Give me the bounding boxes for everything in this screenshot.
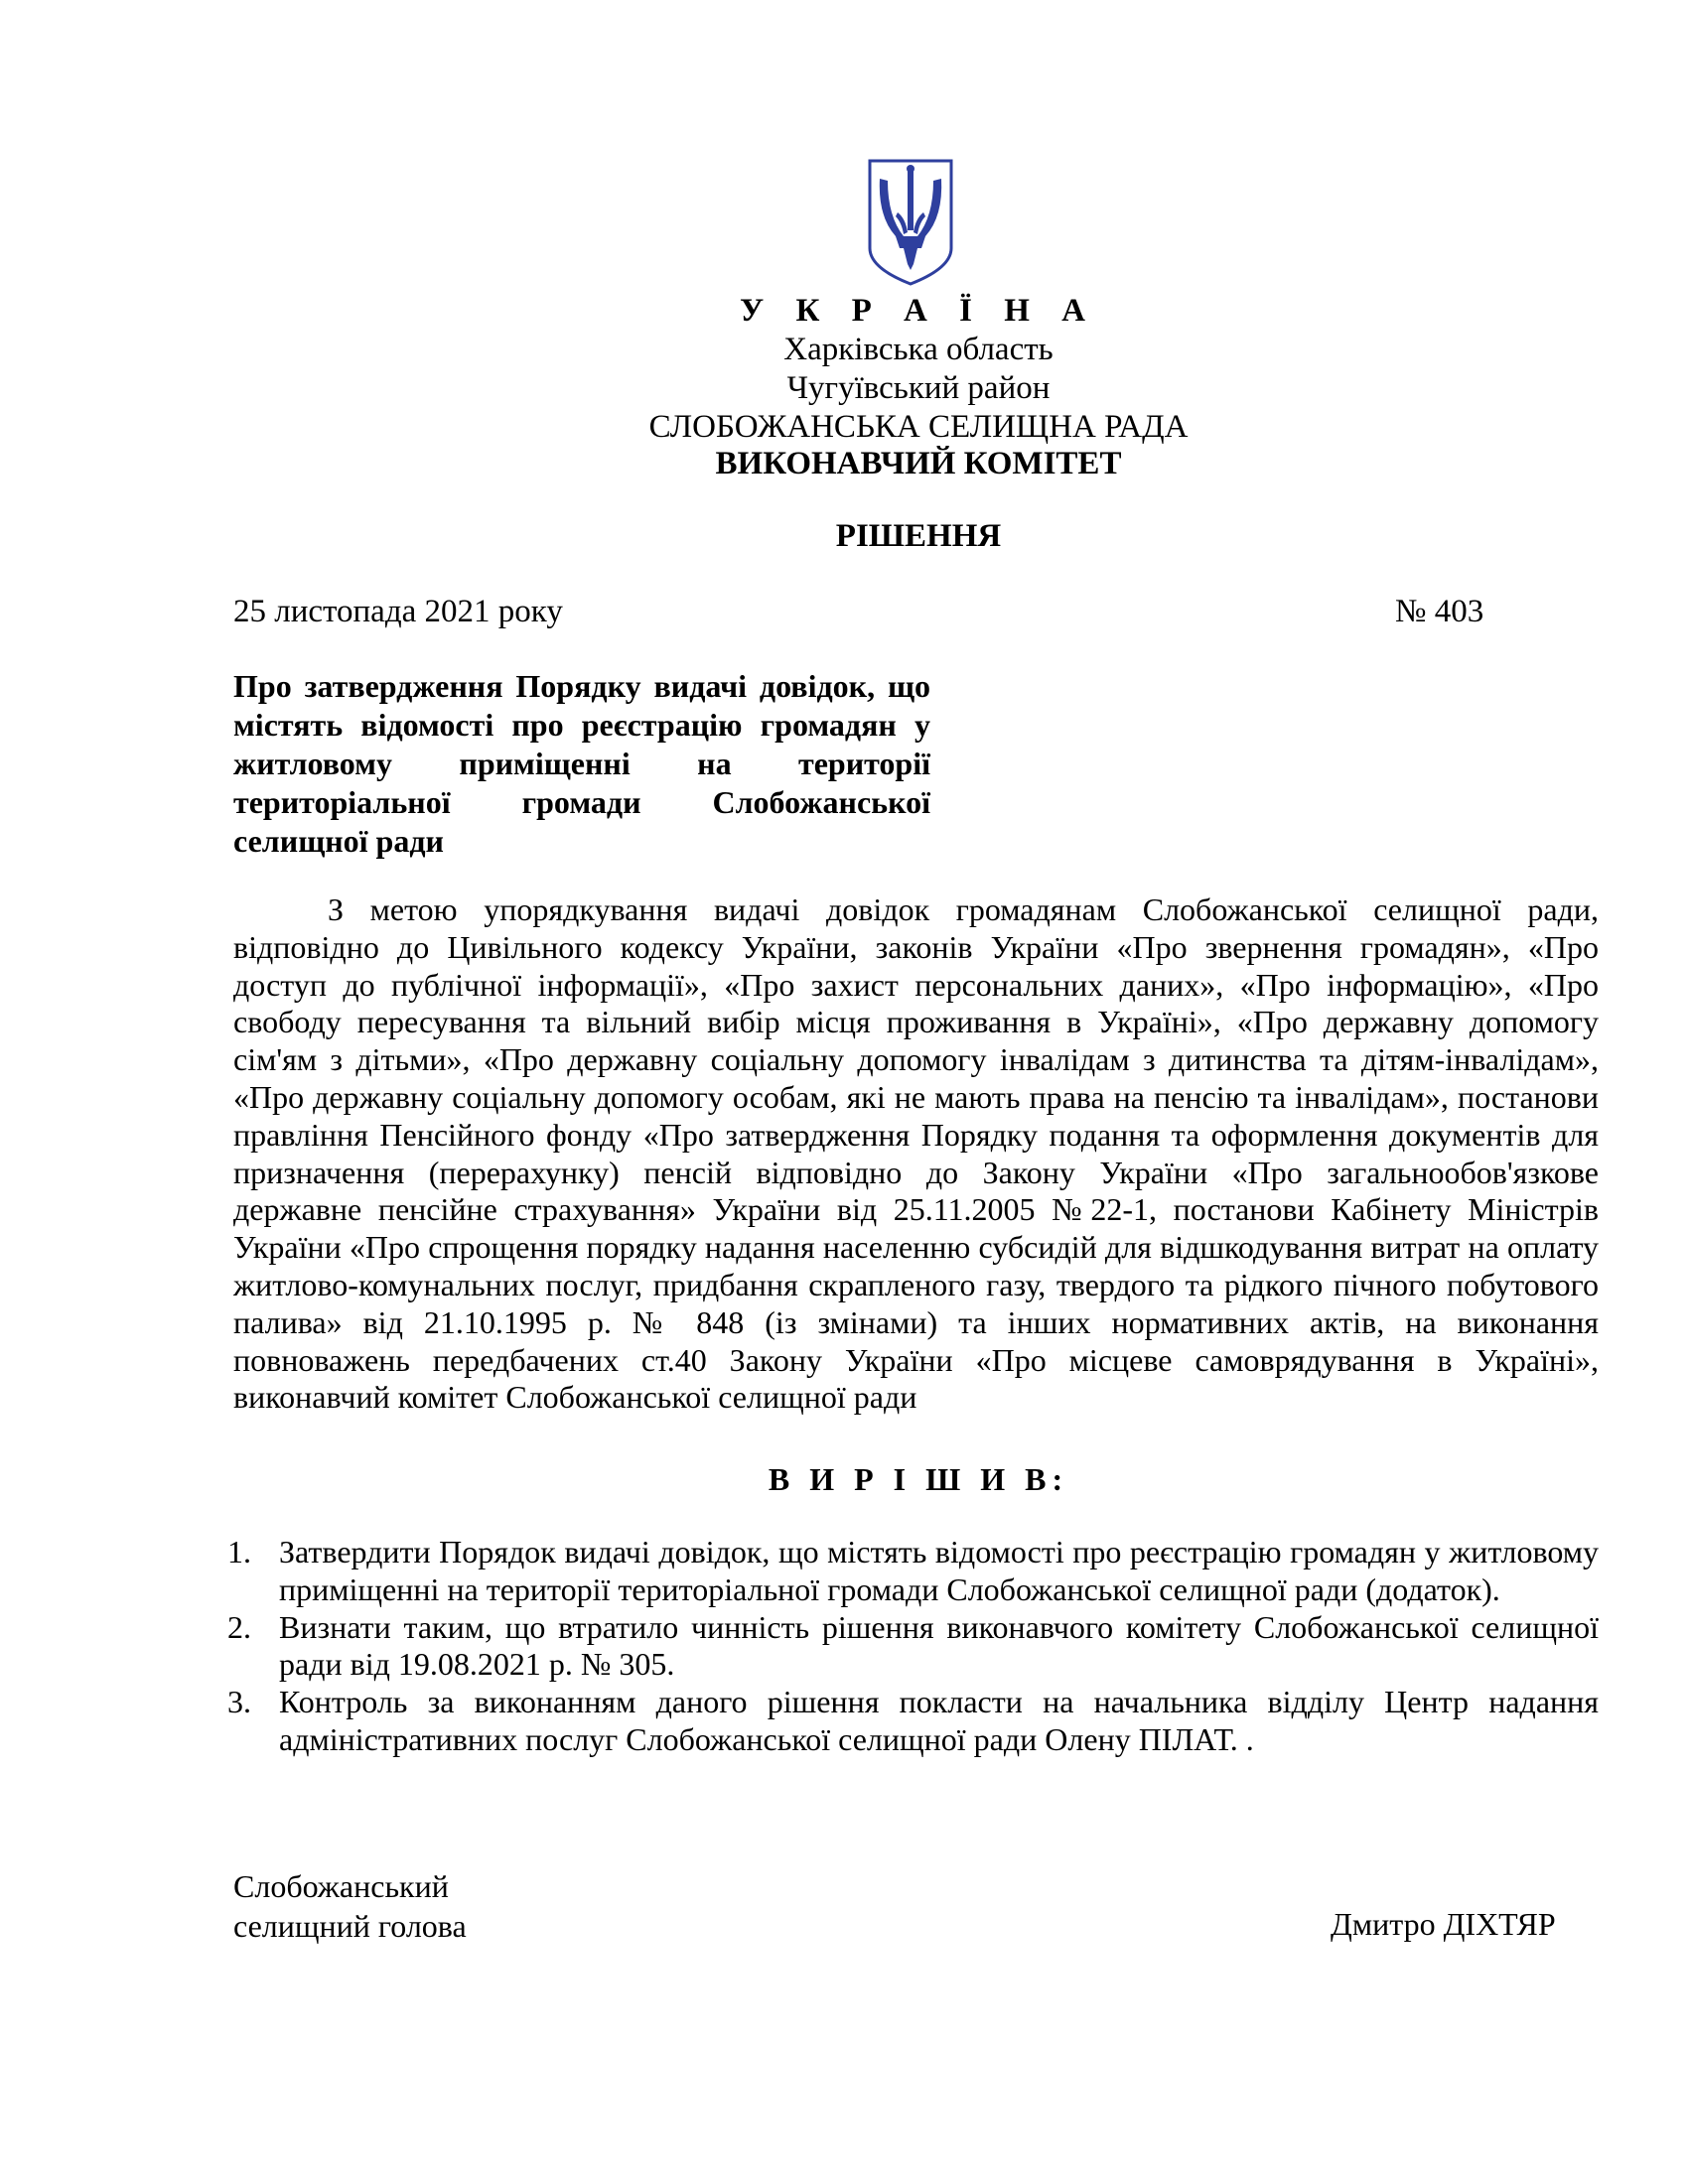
committee-line: ВИКОНАВЧИЙ КОМІТЕТ [715,446,1122,481]
signatory-name: Дмитро ДІХТЯР [1331,1906,1556,1942]
decision-item-1 [223,1534,1599,1609]
decision-list [223,1534,1599,1759]
document-subject: Про затвердження Порядку видачі довідок, що містять відомості про реєстрацію громадян у житловому приміщенні на території територіальної громади Слобожанської селищної ради [233,668,930,859]
decision-item-number: 3. [227,1684,251,1720]
signatory-title [233,1866,467,1946]
document-type-heading: РІШЕННЯ [835,518,1002,554]
decision-item-number: 2. [227,1608,251,1645]
decision-item-number: 1. [227,1534,251,1570]
district-line: Чугуївський район [786,370,1051,406]
signatory-title-line-1: Слобожанський [233,1868,449,1904]
document-date: 25 листопада 2021 року [233,594,563,629]
decision-item-3 [223,1684,1599,1759]
decided-heading: В И Р І Ш И В: [768,1461,1069,1497]
preamble-paragraph: З метою упорядкування видачі довідок громадянам Слобожанської селищної ради, відповідно до Цивільного кодексу України, законів України «Про звернення громадян», «Про доступ до публічної інформації», «Про захист персональних даних», «Про інформацію», «Про свободу пересування та вільний вибір місця проживання в Україні», «Про державну допомогу сім'ям з дітьми», «Про державну соціальну допомогу інвалідам з дитинства та дітям-інвалідам», «Про державну соціальну допомогу особам, які не мають права на пенсію та інвалідам», постанови правління Пенсійного фонду «Про затвердження Порядку подання та оформлення документів для призначення (перерахунку) пенсій відповідно до Закону України «Про загальнообов'язкове державне пенсійне страхування» України від 25.11.2005 №22-1, постанови Кабінету Міністрів України «Про спрощення порядку надання населенню субсидій для відшкодування витрат на оплату житлово-комунальних послуг, придбання скрапленого газу, твердого та рідкого пічного побутового палива» від 21.10.1995 р. № 848 (із змінами) та інших нормативних актів, на виконання повноважень передбачених ст.40 Закону України «Про місцеве самоврядування в Україні», виконавчий комітет Слобожанської селищної ради [233,891,1599,1416]
decision-item-text: Контроль за виконанням даного рішення покласти на начальника відділу Центр надання адміністративних послуг Слобожанської селищної ради Олену ПІЛАТ. . [279,1684,1599,1757]
council-line: СЛОБОЖАНСЬКА СЕЛИЩНА РАДА [648,409,1189,445]
decision-item-text: Затвердити Порядок видачі довідок, що містять відомості про реєстрацію громадян у житловому приміщенні на території територіальної громади Слобожанської селищної ради (додаток). [279,1534,1599,1607]
country-title: У К Р А Ї Н А [740,293,1097,329]
signatory-title-line-2: селищний голова [233,1908,467,1944]
document-number: № 403 [1395,594,1484,629]
trident-coat-of-arms-icon [866,157,955,288]
decision-item-2 [223,1609,1599,1685]
decision-item-text: Визнати таким, що втратило чинність рішення виконавчого комітету Слобожанської селищної ради від 19.08.2021 р. № 305. [279,1608,1599,1683]
region-line: Харківська область [783,332,1054,367]
